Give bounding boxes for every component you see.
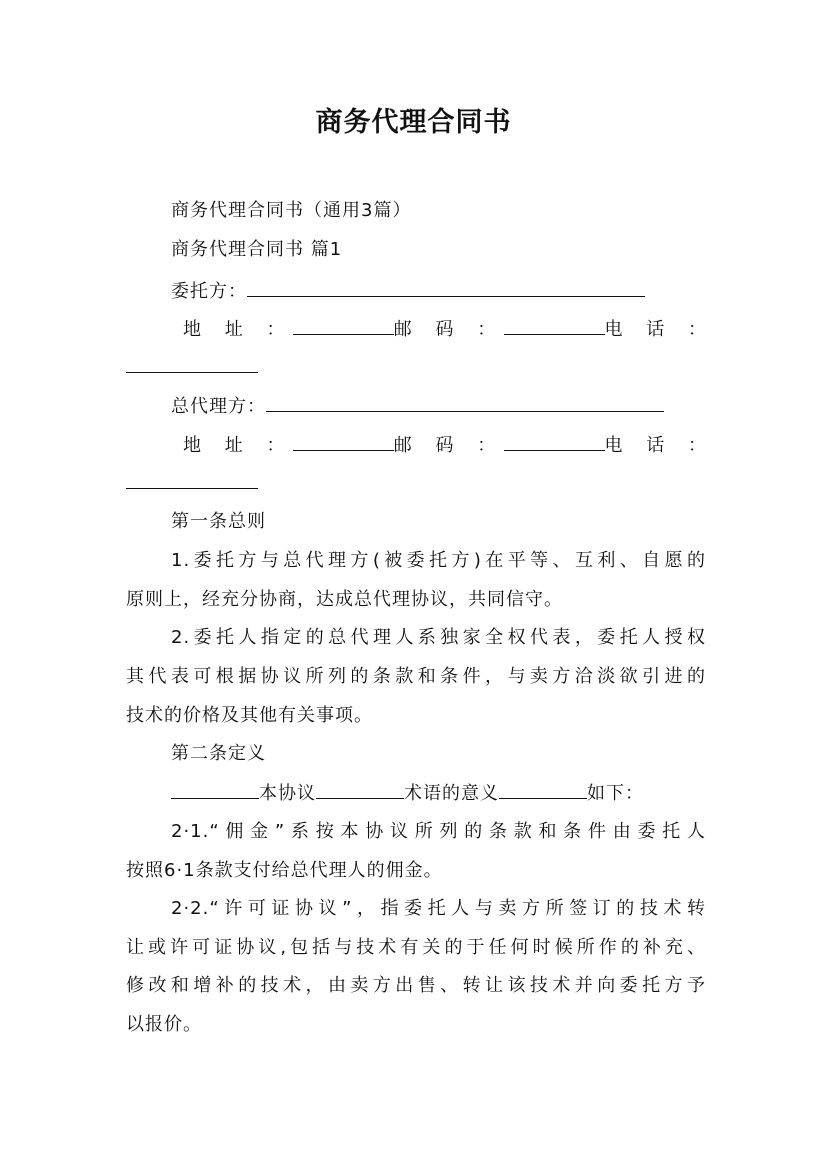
principal-address-label: 地 址 ： — [183, 319, 294, 340]
agent-address-row — [183, 432, 715, 459]
article2-p1-line1: 2·1.“佣金”系按本协议所列的条款和条件由委托人 — [171, 821, 706, 842]
definition-blank-3 — [499, 780, 587, 799]
definition-text-2: 术语的意义 — [404, 783, 499, 804]
article2-definition-line — [171, 780, 706, 807]
definition-text-3: 如下： — [587, 783, 644, 804]
agent-phone-line — [126, 470, 706, 497]
article2-p2-line2: 让或许可证协议,包括与技术有关的于任何时候所作的补充、 — [126, 937, 706, 958]
article2-p2-line3: 修改和增补的技术，由卖方出售、转让该技术并向委托方予 — [126, 975, 706, 996]
agent-postcode-label: 邮 码 ： — [393, 435, 505, 456]
principal-phone-label: 电 话 ： — [604, 319, 715, 340]
principal-line — [171, 278, 706, 305]
article1-p2-line1: 2.委托人指定的总代理人系独家全权代表，委托人授权 — [171, 627, 706, 648]
article2-p2-line4: 以报价。 — [126, 1014, 202, 1035]
principal-address-row — [183, 316, 715, 343]
principal-postcode-label: 邮 码 ： — [393, 319, 505, 340]
principal-postcode-blank — [504, 316, 604, 335]
article1-p2-line2: 其代表可根据协议所列的条款和条件，与卖方洽淡欲引进的 — [126, 666, 706, 687]
document-title: 商务代理合同书 — [315, 107, 512, 138]
document-subtitle: 商务代理合同书（通用3篇） — [171, 200, 412, 221]
agent-phone-blank — [126, 470, 258, 489]
principal-phone-blank — [126, 354, 258, 373]
principal-blank — [247, 278, 645, 297]
article2-p1-line2: 按照6·1条款支付给总代理人的佣金。 — [126, 860, 443, 881]
principal-phone-line — [126, 354, 706, 381]
definition-text-1: 本协议 — [259, 783, 316, 804]
agent-postcode-blank — [504, 432, 604, 451]
principal-label: 委托方： — [171, 281, 247, 302]
agent-address-blank — [293, 432, 393, 451]
agent-line — [171, 393, 706, 420]
principal-address-blank — [293, 316, 393, 335]
agent-label: 总代理方： — [171, 396, 266, 417]
agent-address-label: 地 址 ： — [183, 435, 294, 456]
article1-heading: 第一条总则 — [171, 511, 266, 532]
agent-blank — [266, 393, 664, 412]
article2-p2-line1: 2·2.“许可证协议”，指委托人与卖方所签订的技术转 — [171, 898, 706, 919]
definition-blank-1 — [171, 780, 259, 799]
article2-heading: 第二条定义 — [171, 743, 266, 764]
article1-p2-line3: 技术的价格及其他有关事项。 — [126, 705, 373, 726]
article1-p1-line1: 1.委托方与总代理方(被委托方)在平等、互利、自愿的 — [171, 550, 706, 571]
definition-blank-2 — [316, 780, 404, 799]
agent-phone-label: 电 话 ： — [604, 435, 715, 456]
part-heading: 商务代理合同书 篇1 — [171, 239, 343, 260]
article1-p1-line2: 原则上，经充分协商，达成总代理协议，共同信守。 — [126, 589, 563, 610]
